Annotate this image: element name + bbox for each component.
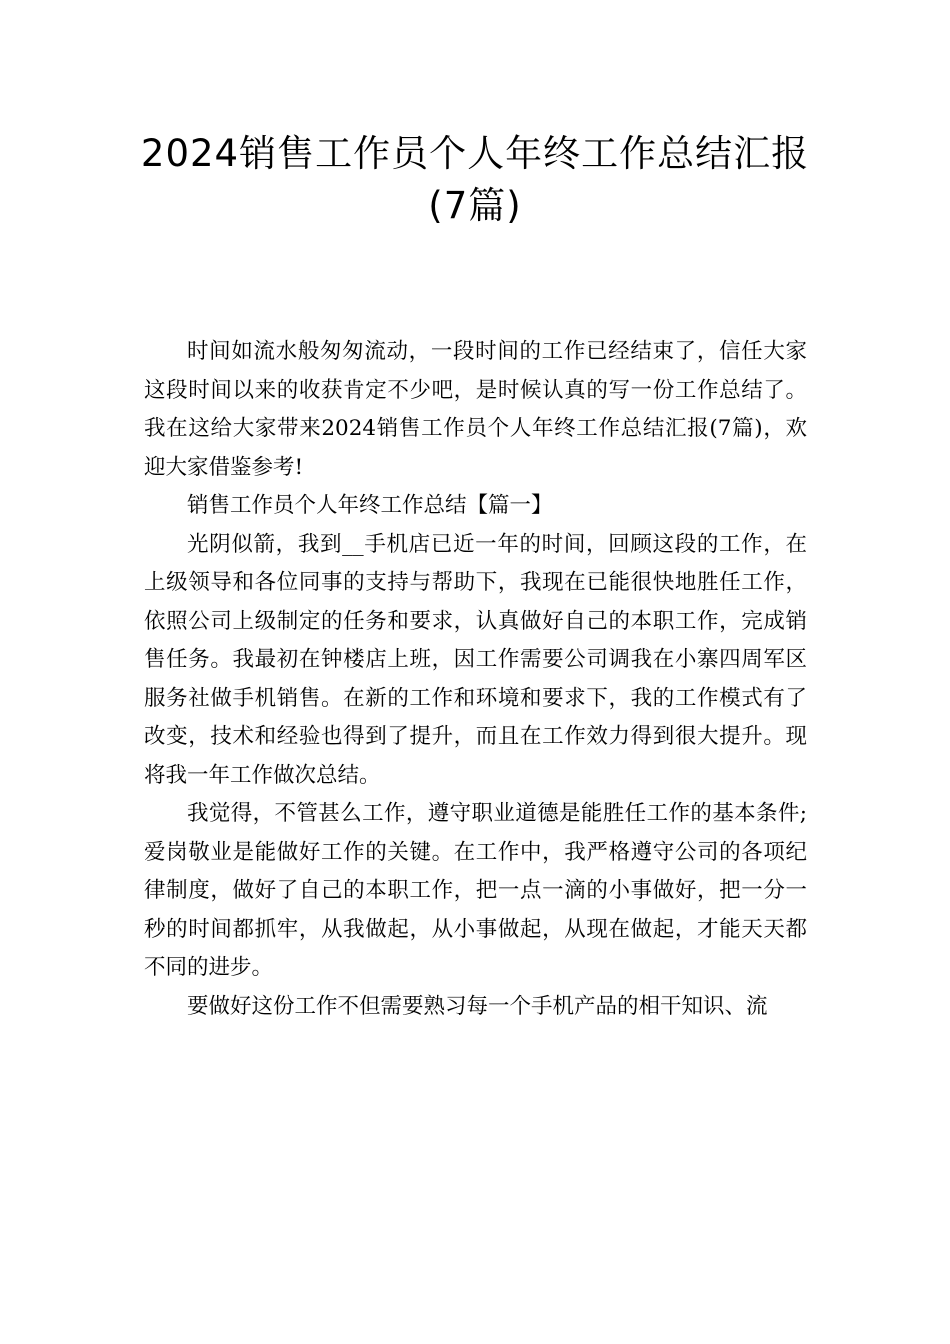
title-line-2: (7篇) xyxy=(428,184,522,227)
body-paragraph: 光阴似箭，我到__手机店已近一年的时间，回顾这段的工作，在上级领导和各位同事的支持与帮助下，我现在已能很快地胜任工作，依照公司上级制定的任务和要求，认真做好自己的本职工作，完成销售任务。我最初在钟楼店上班，因工作需要公司调我在小寨四周军区服务社做手机销售。在新的工作和环境和要求下，我的工作模式有了改变，技术和经验也得到了提升，而且在工作效力得到很大提升。现将我一年工作做次总结。 xyxy=(144,531,807,788)
body-paragraph: 我觉得，不管甚么工作，遵守职业道德是能胜任工作的基本条件;爱岗敬业是能做好工作的关键。在工作中，我严格遵守公司的各项纪律制度，做好了自己的本职工作，把一点一滴的小事做好，把一分一秒的时间都抓牢，从我做起，从小事做起，从现在做起，才能天天都不同的进步。 xyxy=(144,801,807,980)
document-title xyxy=(100,128,850,232)
section-heading: 销售工作员个人年终工作总结【篇一】 xyxy=(187,493,553,518)
intro-paragraph: 时间如流水般匆匆流动，一段时间的工作已经结束了，信任大家这段时间以来的收获肯定不少吧，是时候认真的写一份工作总结了。我在这给大家带来2024销售工作员个人年终工作总结汇报(7篇)，欢迎大家借鉴参考! xyxy=(144,339,807,480)
body-paragraph: 要做好这份工作不但需要熟习每一个手机产品的相干知识、流 xyxy=(187,993,768,1019)
document-body xyxy=(144,333,807,1026)
title-line-1: 2024销售工作员个人年终工作总结汇报 xyxy=(140,132,810,175)
